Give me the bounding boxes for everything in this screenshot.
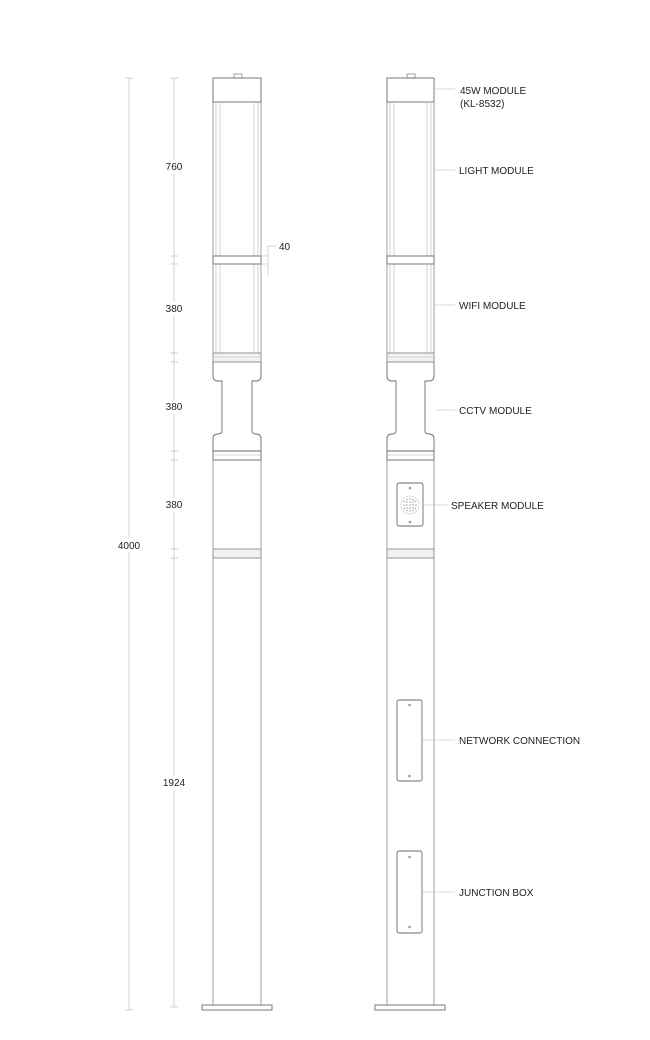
dimension-segment-2: 380 <box>165 304 183 315</box>
dimension-segment-1: 760 <box>165 162 183 173</box>
dimension-segment-4: 380 <box>165 500 183 511</box>
label-junction-box: JUNCTION BOX <box>459 888 534 899</box>
label-speaker-module: SPEAKER MODULE <box>451 501 544 512</box>
width-callout <box>261 242 291 276</box>
label-45w-module: 45W MODULE <box>460 86 527 97</box>
total-height-dimension <box>112 78 146 1010</box>
segment-dimensions <box>158 78 190 1007</box>
dimension-total-label: 4000 <box>117 541 141 552</box>
label-cctv-module: CCTV MODULE <box>459 406 532 417</box>
speaker-grille-icon <box>401 496 419 514</box>
label-45w-model: (KL-8532) <box>460 99 505 110</box>
label-light-module: LIGHT MODULE <box>459 166 534 177</box>
dimension-segment-3: 380 <box>165 402 183 413</box>
network-connection-panel <box>397 700 422 781</box>
junction-box-panel <box>397 851 422 933</box>
width-callout-label: 40 <box>279 242 291 253</box>
label-wifi-module: WIFI MODULE <box>459 301 526 312</box>
module-labels <box>422 86 580 899</box>
pole-front-view <box>202 74 272 1010</box>
pole-side-view <box>375 74 445 1010</box>
dimension-segment-5: 1924 <box>162 778 186 789</box>
label-network-connection: NETWORK CONNECTION <box>459 736 581 747</box>
speaker-plate <box>397 483 423 526</box>
